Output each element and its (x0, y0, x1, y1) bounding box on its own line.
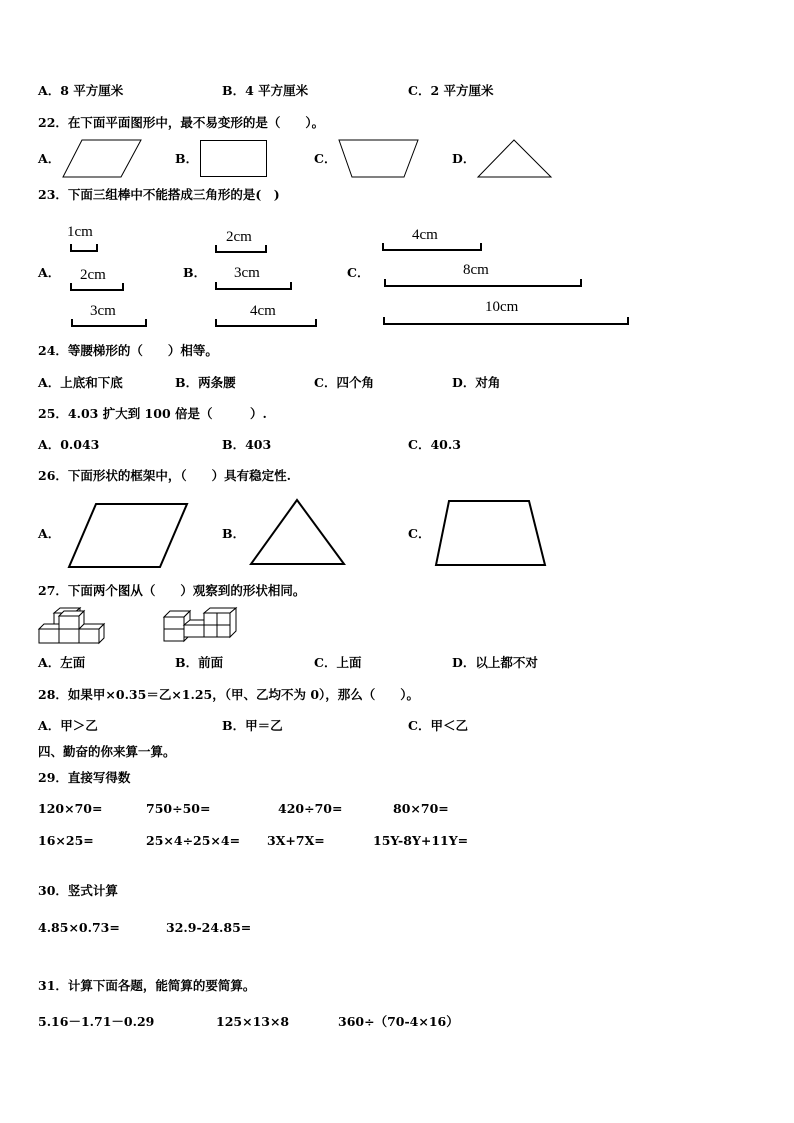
q27-question: 27．下面两个图从（ ）观察到的形状相同。 (38, 583, 306, 598)
stick (382, 243, 482, 251)
q27-option-a: A．左面 (38, 655, 86, 670)
q23-option-c: C． (347, 265, 370, 280)
q24-option-c: C．四个角 (314, 375, 374, 390)
q23-option-b: B． (183, 265, 207, 280)
q25-option-c: C．40.3 (408, 437, 461, 452)
q28-question: 28．如果甲×0.35＝乙×1.25，（甲、乙均不为 0），那么（ ）。 (38, 687, 420, 702)
q30-question: 30．竖式计算 (38, 883, 118, 898)
q31-question: 31．计算下面各题，能简算的要简算。 (38, 978, 256, 993)
stick-label: 4cm (250, 303, 276, 319)
q24-option-a: A．上底和下底 (38, 375, 123, 390)
stick (384, 279, 582, 287)
cube-stack-figure-2 (162, 607, 242, 647)
q26-option-a: A． (38, 526, 61, 541)
q29-item: 15Y-8Y+11Y= (373, 833, 469, 848)
q25-question: 25．4.03 扩大到 100 倍是（ ）. (38, 406, 267, 421)
stick-label: 10cm (485, 299, 519, 315)
q29-item: 25×4÷25×4= (146, 833, 241, 848)
stick (70, 283, 124, 291)
q29-item: 750÷50= (146, 801, 211, 816)
triangle-shape (477, 139, 553, 179)
q31-item: 5.16－1.71－0.29 (38, 1014, 155, 1029)
q22-option-a: A． (38, 151, 61, 166)
q29-item: 420÷70= (278, 801, 343, 816)
triangle-frame (250, 499, 346, 567)
stick-label: 8cm (463, 262, 489, 278)
cube-stack-figure-1 (38, 607, 110, 647)
q26-option-c: C． (408, 526, 431, 541)
q22-option-b: B． (175, 151, 199, 166)
q24-question: 24．等腰梯形的（ ）相等。 (38, 343, 218, 358)
stick-label: 3cm (234, 265, 260, 281)
q28-option-c: C．甲＜乙 (408, 718, 468, 733)
q21-option-c: C．2 平方厘米 (408, 83, 494, 98)
rectangle-shape (200, 140, 268, 178)
q24-option-d: D．对角 (452, 375, 501, 390)
q28-option-b: B．甲＝乙 (222, 718, 283, 733)
q31-item: 125×13×8 (216, 1014, 290, 1029)
stick (383, 317, 629, 325)
q30-item: 32.9-24.85= (166, 920, 252, 935)
q21-option-a: A．8 平方厘米 (38, 83, 124, 98)
q27-option-b: B．前面 (175, 655, 224, 670)
q26-question: 26．下面形状的框架中，（ ）具有稳定性. (38, 468, 291, 483)
stick-label: 1cm (67, 224, 93, 240)
q29-item: 80×70= (393, 801, 449, 816)
stick-label: 3cm (90, 303, 116, 319)
q24-option-b: B．两条腰 (175, 375, 236, 390)
q29-item: 16×25= (38, 833, 94, 848)
trapezoid-shape (338, 139, 420, 179)
q29-item: 120×70= (38, 801, 103, 816)
stick-label: 4cm (412, 227, 438, 243)
q30-item: 4.85×0.73= (38, 920, 120, 935)
q21-option-b: B．4 平方厘米 (222, 83, 309, 98)
q23-option-a: A． (38, 265, 61, 280)
q26-option-b: B． (222, 526, 246, 541)
q25-option-a: A．0.043 (38, 437, 100, 452)
q28-option-a: A．甲＞乙 (38, 718, 98, 733)
q22-question: 22．在下面平面图形中，最不易变形的是（ ）。 (38, 115, 325, 130)
parallelogram-shape (62, 139, 142, 179)
q22-option-d: D． (452, 151, 476, 166)
section-title: 四、勤奋的你来算一算。 (38, 744, 176, 759)
stick (215, 282, 292, 290)
stick (70, 244, 98, 252)
q29-item: 3X+7X= (267, 833, 325, 848)
q27-option-c: C．上面 (314, 655, 362, 670)
stick (215, 245, 267, 253)
q25-option-b: B．403 (222, 437, 272, 452)
q23-question: 23．下面三组棒中不能搭成三角形的是( ) (38, 187, 280, 202)
trapezoid-frame (435, 500, 547, 568)
stick-label: 2cm (226, 229, 252, 245)
stick (215, 319, 317, 327)
q31-item: 360÷（70-4×16） (338, 1014, 459, 1029)
q22-option-c: C． (314, 151, 337, 166)
q29-question: 29．直接写得数 (38, 770, 131, 785)
stick (71, 319, 147, 327)
stick-label: 2cm (80, 267, 106, 283)
parallelogram-frame (68, 503, 190, 569)
q27-option-d: D．以上都不对 (452, 655, 538, 670)
